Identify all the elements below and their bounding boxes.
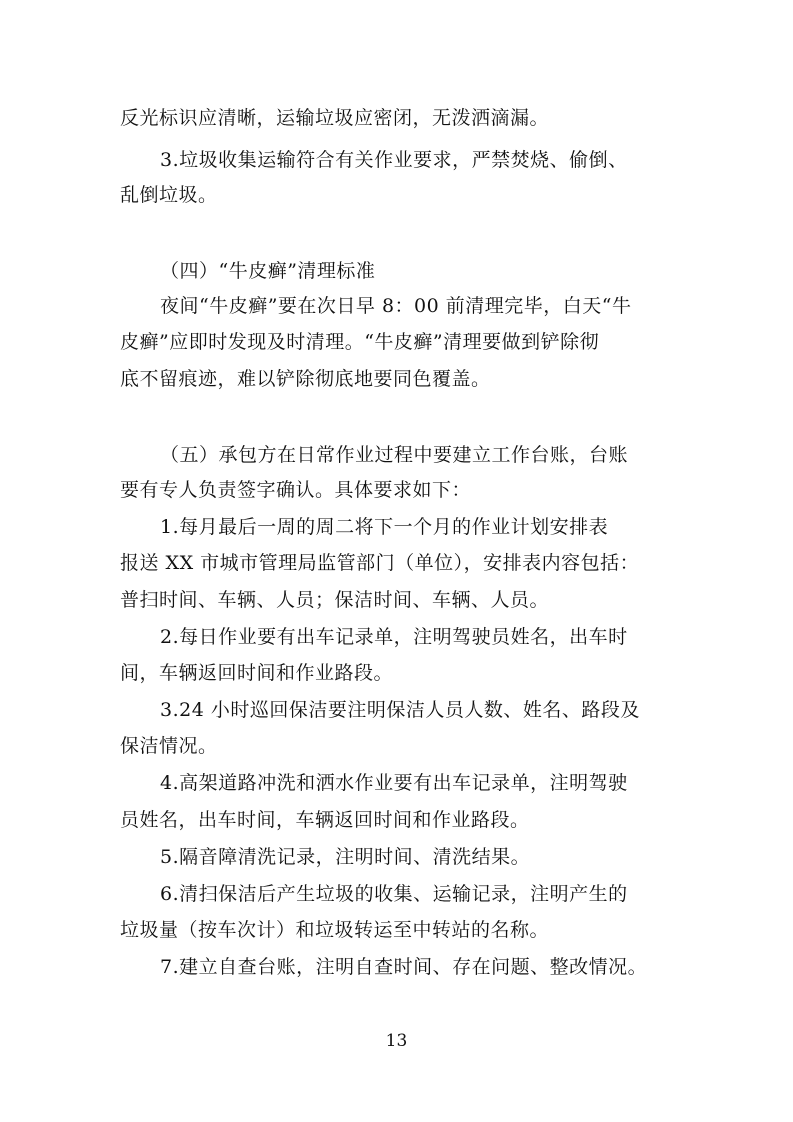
text-line: 5.隔音障清洗记录，注明时间、清洗结果。 bbox=[160, 846, 531, 868]
text-line: 6.清扫保洁后产生垃圾的收集、运输记录，注明产生的 bbox=[160, 883, 628, 905]
text-line: 乱倒垃圾。 bbox=[120, 184, 218, 206]
text-line: 要有专人负责签字确认。具体要求如下： bbox=[120, 479, 472, 501]
text-line: 员姓名，出车时间，车辆返回时间和作业路段。 bbox=[120, 809, 530, 831]
text-line: 普扫时间、车辆、人员；保洁时间、车辆、人员。 bbox=[120, 589, 550, 611]
text-line: 底不留痕迹，难以铲除彻底地要同色覆盖。 bbox=[120, 368, 491, 390]
page-number: 13 bbox=[385, 1031, 408, 1051]
text-line: 反光标识应清晰，运输垃圾应密闭，无泼洒滴漏。 bbox=[120, 107, 550, 129]
text-line: 夜间“牛皮癣”要在次日早 8：00 前清理完毕，白天“牛 bbox=[160, 295, 632, 317]
text-line: 垃圾量（按车次计）和垃圾转运至中转站的名称。 bbox=[120, 919, 550, 941]
text-line: 4.高架道路冲洗和洒水作业要有出车记录单，注明驾驶 bbox=[160, 772, 628, 794]
text-line: 3.24 小时巡回保洁要注明保洁人员人数、姓名、路段及 bbox=[160, 699, 640, 721]
text-line: 间，车辆返回时间和作业路段。 bbox=[120, 662, 394, 684]
text-line: 7.建立自查台账，注明自查时间、存在问题、整改情况。 bbox=[160, 956, 648, 978]
section-heading: （四）“牛皮癣”清理标准 bbox=[160, 260, 376, 282]
text-line: 3.垃圾收集运输符合有关作业要求，严禁焚烧、偷倒、 bbox=[160, 149, 628, 171]
text-line: 1.每月最后一周的周二将下一个月的作业计划安排表 bbox=[160, 516, 609, 538]
text-line: 保洁情况。 bbox=[120, 735, 218, 757]
section-heading: （五）承包方在日常作业过程中要建立工作台账，台账 bbox=[160, 444, 629, 466]
text-line: 皮癣”应即时发现及时清理。“牛皮癣”清理要做到铲除彻 bbox=[120, 331, 600, 353]
text-line: 2.每日作业要有出车记录单，注明驾驶员姓名，出车时 bbox=[160, 626, 628, 648]
text-line: 报送 XX 市城市管理局监管部门（单位），安排表内容包括： bbox=[120, 552, 640, 574]
